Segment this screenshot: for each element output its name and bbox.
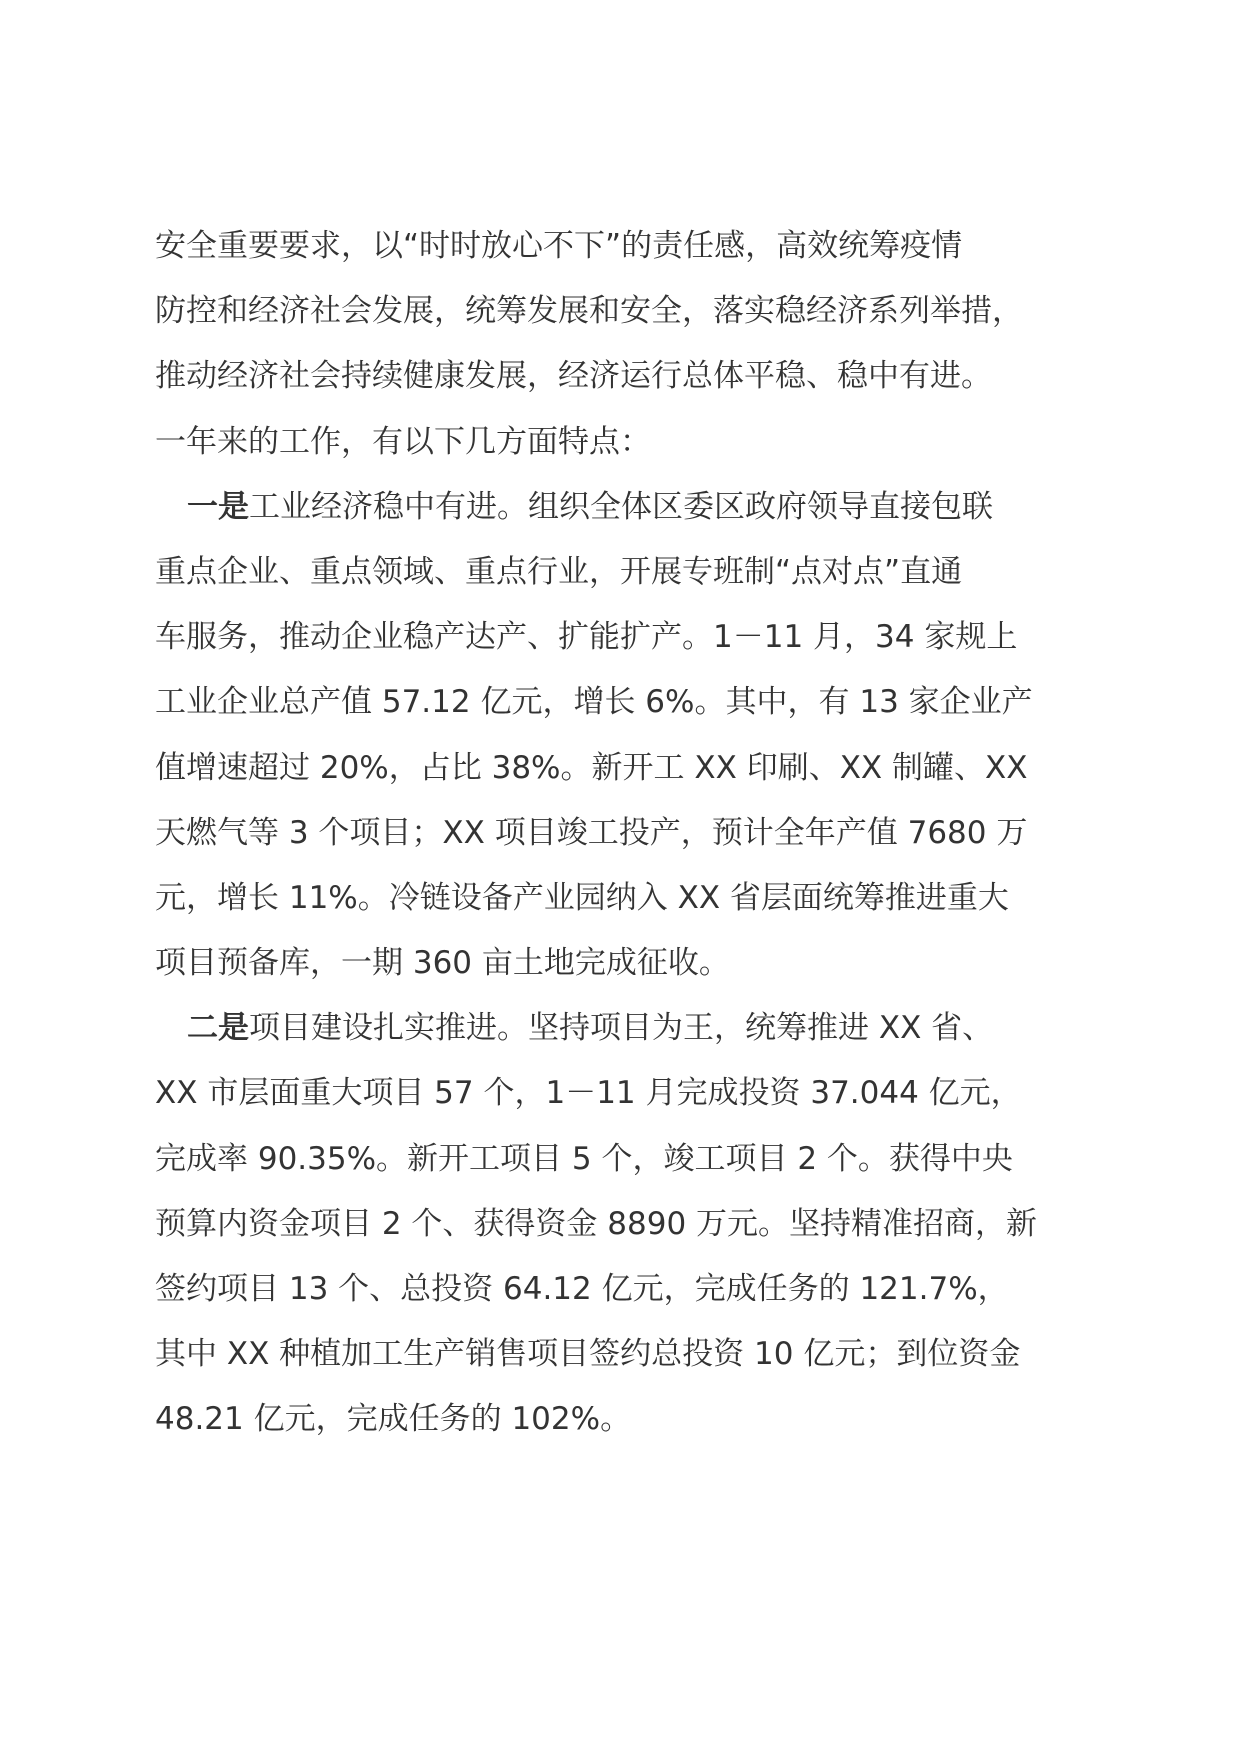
document-body (155, 214, 1095, 1453)
point-one-lead: 一是 (187, 488, 249, 525)
point-one-line: 值增速超过 20%，占比 38%。新开工 XX 印刷、XX 制罐、XX (155, 749, 1028, 786)
point-one-line: 车服务，推动企业稳产达产、扩能扩产。1－11 月，34 家规上 (155, 619, 1018, 656)
intro-line: 安全重要要求，以“时时放心不下”的责任感，高效统筹疫情 (155, 228, 963, 264)
intro-line: 防控和经济社会发展，统筹发展和安全，落实稳经济系列举措， (155, 293, 1023, 330)
point-two-first-line (155, 996, 1095, 1061)
point-two-first-line-text: 项目建设扎实推进。坚持项目为王，统筹推进 XX 省、 (249, 1010, 994, 1047)
point-one-line: 工业企业总产值 57.12 亿元，增长 6%。其中，有 13 家企业产 (155, 684, 1033, 721)
point-two-lead: 二是 (187, 1010, 249, 1047)
point-one-line: 元，增长 11%。冷链设备产业园纳入 XX 省层面统筹推进重大 (155, 879, 1009, 916)
point-one-first-line-text: 工业经济稳中有进。组织全体区委区政府领导直接包联 (249, 488, 993, 525)
intro-line: 推动经济社会持续健康发展，经济运行总体平稳、稳中有进。 (155, 358, 992, 395)
point-two-line: 完成率 90.35%。新开工项目 5 个，竣工项目 2 个。获得中央 (155, 1140, 1013, 1177)
point-two-line: 预算内资金项目 2 个、获得资金 8890 万元。坚持精准招商，新 (155, 1205, 1038, 1242)
point-one-line: 项目预备库，一期 360 亩土地完成征收。 (155, 945, 730, 982)
point-two-line: 48.21 亿元，完成任务的 102%。 (155, 1401, 632, 1438)
point-two-line: XX 市层面重大项目 57 个，1－11 月完成投资 37.044 亿元， (155, 1075, 1022, 1112)
intro-paragraph (155, 214, 1095, 475)
point-one-line: 重点企业、重点领域、重点行业，开展专班制“点对点”直通 (155, 553, 963, 590)
point-two-line: 签约项目 13 个、总投资 64.12 亿元，完成任务的 121.7%， (155, 1271, 1009, 1307)
point-one-paragraph (155, 475, 1095, 997)
intro-line: 一年来的工作，有以下几方面特点： (155, 423, 651, 460)
point-one-line: 天燃气等 3 个项目；XX 项目竣工投产，预计全年产值 7680 万 (155, 814, 1028, 851)
point-two-line: 其中 XX 种植加工生产销售项目签约总投资 10 亿元；到位资金 (155, 1336, 1021, 1373)
point-one-first-line (155, 475, 1095, 540)
point-two-paragraph (155, 996, 1095, 1452)
